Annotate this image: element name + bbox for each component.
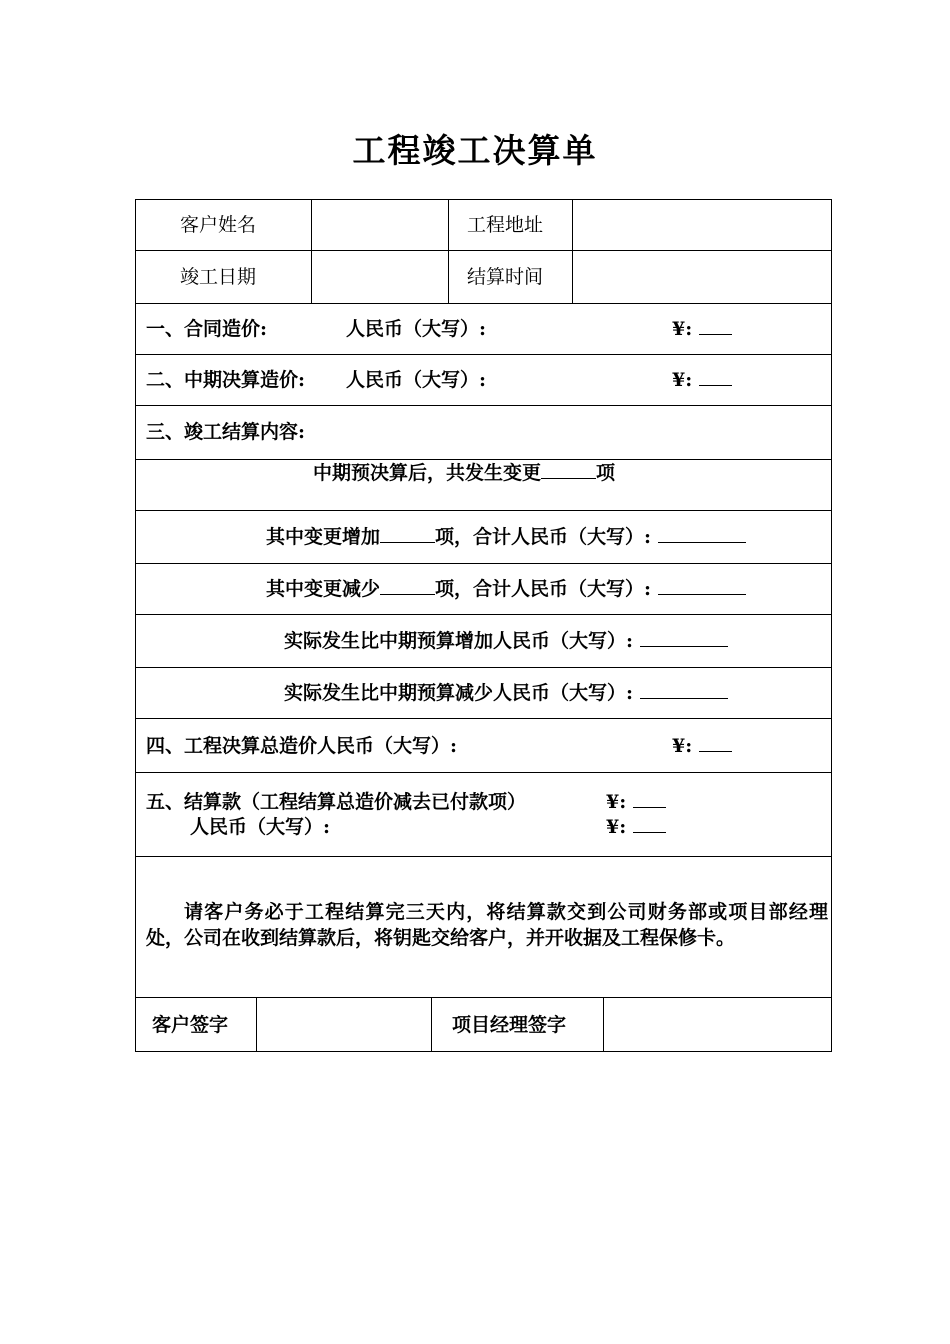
page-title: 工程竣工决算单 xyxy=(352,131,598,170)
row-divider xyxy=(136,563,831,564)
total-yen-label: ¥: xyxy=(672,735,693,757)
content-label: 三、竣工结算内容: xyxy=(146,421,306,443)
row-divider xyxy=(136,510,831,511)
settlement-form xyxy=(135,199,832,1052)
row-divider xyxy=(136,303,831,304)
col-divider xyxy=(431,997,432,1052)
customer-signature-field[interactable] xyxy=(257,998,430,1051)
total-label: 四、工程决算总造价人民币（大写）: xyxy=(146,735,458,757)
payment-rmb-label: 人民币（大写）: xyxy=(190,816,331,838)
decrease-line[interactable]: 其中变更减少 项，合计人民币（大写）: xyxy=(266,577,746,601)
contract-yen-label: ¥: xyxy=(672,318,693,340)
contract-yen-field[interactable] xyxy=(672,317,732,341)
notice-paragraph: 请客户务必于工程结算完三天内，将结算款交到公司财务部或项目部经理处，公司在收到结算款后，将钥匙交给客户，并开收据及工程保修卡。 xyxy=(146,901,828,949)
customer-name-field[interactable] xyxy=(312,201,447,249)
total-yen-field[interactable] xyxy=(672,734,732,758)
project-address-field[interactable] xyxy=(573,201,831,249)
manager-signature-label: 项目经理签字 xyxy=(452,1014,567,1036)
customer-signature-label: 客户签字 xyxy=(152,1014,229,1036)
row-divider xyxy=(136,718,831,719)
row-divider xyxy=(136,354,831,355)
interim-yen-label: ¥: xyxy=(672,369,693,391)
payment-yen-field-2[interactable]: ¥: xyxy=(606,815,666,839)
row-divider xyxy=(136,856,831,857)
customer-name-label: 客户姓名 xyxy=(180,214,257,236)
row-divider xyxy=(136,667,831,668)
payment-label: 五、结算款（工程结算总造价减去已付款项） xyxy=(146,791,527,813)
contract-rmb-label: 人民币（大写）: xyxy=(346,318,487,340)
changes-line[interactable]: 中期预决算后，共发生变更 项 xyxy=(313,462,616,484)
row-divider xyxy=(136,772,831,773)
contract-price-label: 一、合同造价: xyxy=(146,318,268,340)
project-address-label: 工程地址 xyxy=(467,214,544,236)
row-divider xyxy=(136,614,831,615)
row-divider xyxy=(136,405,831,406)
interim-yen-field[interactable] xyxy=(672,368,732,392)
settlement-time-label: 结算时间 xyxy=(467,266,544,288)
payment-yen-field-1[interactable]: ¥: xyxy=(606,790,666,814)
col-divider xyxy=(448,200,449,303)
completion-date-field[interactable] xyxy=(312,251,447,302)
row-divider xyxy=(136,459,831,460)
interim-rmb-label: 人民币（大写）: xyxy=(346,369,487,391)
actual-increase-line[interactable]: 实际发生比中期预算增加人民币（大写）: xyxy=(284,629,728,653)
completion-date-label: 竣工日期 xyxy=(180,266,257,288)
actual-decrease-line[interactable]: 实际发生比中期预算减少人民币（大写）: xyxy=(284,681,728,705)
manager-signature-field[interactable] xyxy=(604,998,831,1051)
interim-price-label: 二、中期决算造价: xyxy=(146,369,306,391)
increase-line[interactable]: 其中变更增加 项，合计人民币（大写）: xyxy=(266,525,746,549)
settlement-time-field[interactable] xyxy=(573,251,831,302)
